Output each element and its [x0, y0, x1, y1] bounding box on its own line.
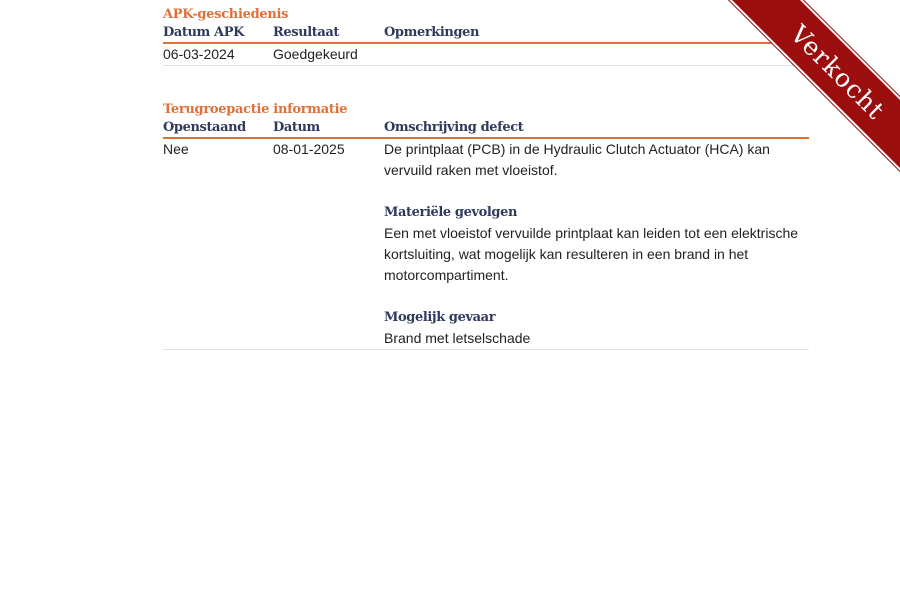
recall-section-title: Terugroepactie informatie [163, 102, 348, 117]
sold-ribbon-label: Verkocht [785, 19, 891, 125]
apk-section-title: APK-geschiedenis [163, 7, 289, 22]
apk-header-datum: Datum APK [163, 25, 244, 40]
recall-header-openstaand: Openstaand [163, 120, 246, 135]
gevolgen-text: Een met vloeistof vervuilde printplaat kan leiden tot een elektrische kortsluiting, wat mogelijk kan resulteren in een brand in het motorcompartiment. [384, 225, 799, 283]
gevolgen-heading: Materiële gevolgen [384, 205, 518, 220]
apk-resultaat-value: Goedgekeurd [273, 46, 358, 62]
recall-openstaand-value: Nee [163, 141, 189, 157]
recall-header-omschrijving: Omschrijving defect [384, 120, 524, 135]
gevaar-heading: Mogelijk gevaar [384, 310, 496, 325]
sold-ribbon [728, 0, 900, 182]
recall-omschrijving-text: De printplaat (PCB) in de Hydraulic Clutch Actuator (HCA) kan vervuild raken met vloeistof. [384, 141, 770, 178]
apk-header-resultaat: Resultaat [273, 25, 340, 40]
gevaar-text: Brand met letselschade [384, 330, 531, 346]
apk-datum-value: 06-03-2024 [163, 46, 235, 62]
recall-header-datum: Datum [273, 120, 320, 135]
sold-ribbon-corner [700, 0, 900, 200]
spacer [384, 286, 803, 307]
apk-header-opmerkingen: Opmerkingen [384, 25, 480, 40]
recall-datum-value: 08-01-2025 [273, 141, 345, 157]
